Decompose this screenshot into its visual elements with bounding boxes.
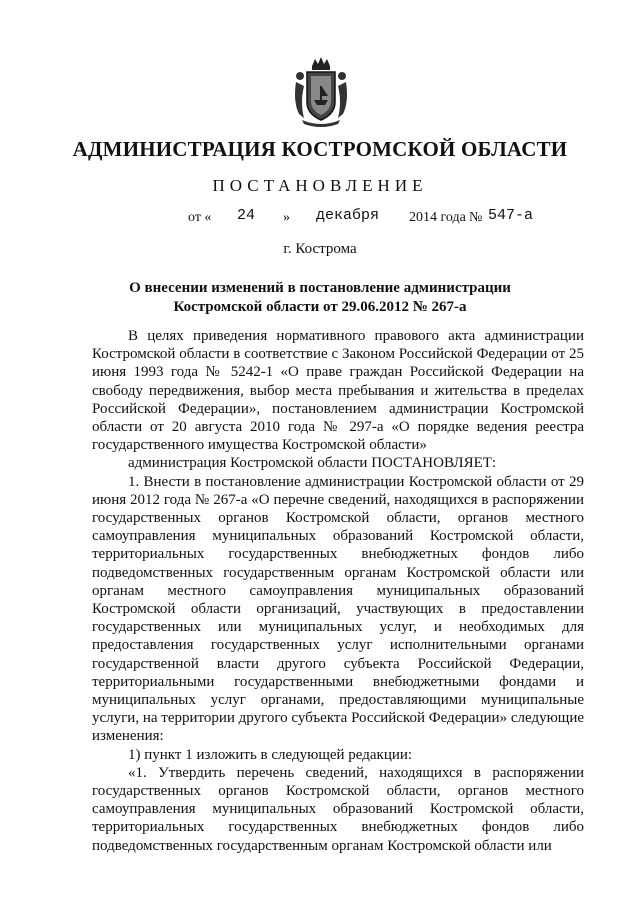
date-day: 24 — [237, 207, 256, 224]
body-paragraph-preamble: В целях приведения нормативного правового акта администрации Костромской области в соответствие с Законом Российской Федерации от 25 июня 1993 года № 5242-1 «О праве граждан Российской Федерации на свободу передвижения, выбор места пребывания и жительства в пределах Российской Федерации», постановлением администрации Костромской области от 20 августа 2010 года № 297-а «О порядке ведения реестра государственного имущества Костромской области» — [92, 328, 584, 454]
date-number-line — [0, 207, 640, 229]
date-close-quote: » — [283, 210, 290, 225]
subject-line-2: Костромской области от 29.06.2012 № 267-а — [173, 299, 467, 315]
city-line: г. Кострома — [283, 241, 357, 257]
body-paragraph-item-1: 1. Внести в постановление администрации Костромской области от 29 июня 2012 года № 267-а «О перечне сведений, находящихся в распоряжении государственных органов Костромской области, органов местного самоуправления муниципальных образований Костромской области, территориальных государственных внебюджетных фондов либо подведомственных государственным органам Костромской области или органам местного самоуправления муниципальных образований Костромской области организаций, участвующих в предоставлении государственных или муниципальных услуг, и необходимых для предоставления государственных услуг исполнительными органами государственной власти другого субъекта Российской Федерации, территориальными государственными внебюджетными фондами и муниципальных услуг органами, предоставляющими муниципальные услуги, на территории другого субъекта Российской Федерации» следующие изменения: — [92, 473, 585, 745]
document-number-label: № — [469, 210, 483, 225]
date-month: декабря — [316, 207, 380, 224]
date-year: 2014 года — [409, 210, 466, 225]
document-body — [92, 327, 584, 855]
document-type-heading: ПОСТАНОВЛЕНИЕ — [212, 176, 428, 195]
body-paragraph-subitem-1: 1) пункт 1 изложить в следующей редакции: — [128, 746, 413, 763]
organization-title: АДМИНИСТРАЦИЯ КОСТРОМСКОЙ ОБЛАСТИ — [72, 137, 568, 161]
body-paragraph-new-wording: «1. Утвердить перечень сведений, находящихся в распоряжении государственных органов Костромской области, органов местного самоуправления муниципальных образований Костромской области, территориальных государственных внебюджетных фондов либо подведомственных государственным органам Костромской области или — [92, 764, 584, 854]
document-number: 547-а — [488, 207, 534, 224]
date-from-label: от « — [188, 210, 212, 225]
body-paragraph-resolves: администрация Костромской области ПОСТАНОВЛЯЕТ: — [128, 455, 497, 472]
document-subject — [120, 279, 520, 317]
subject-line-1: О внесении изменений в постановление администрации — [129, 280, 511, 296]
coat-of-arms-emblem — [290, 56, 352, 128]
